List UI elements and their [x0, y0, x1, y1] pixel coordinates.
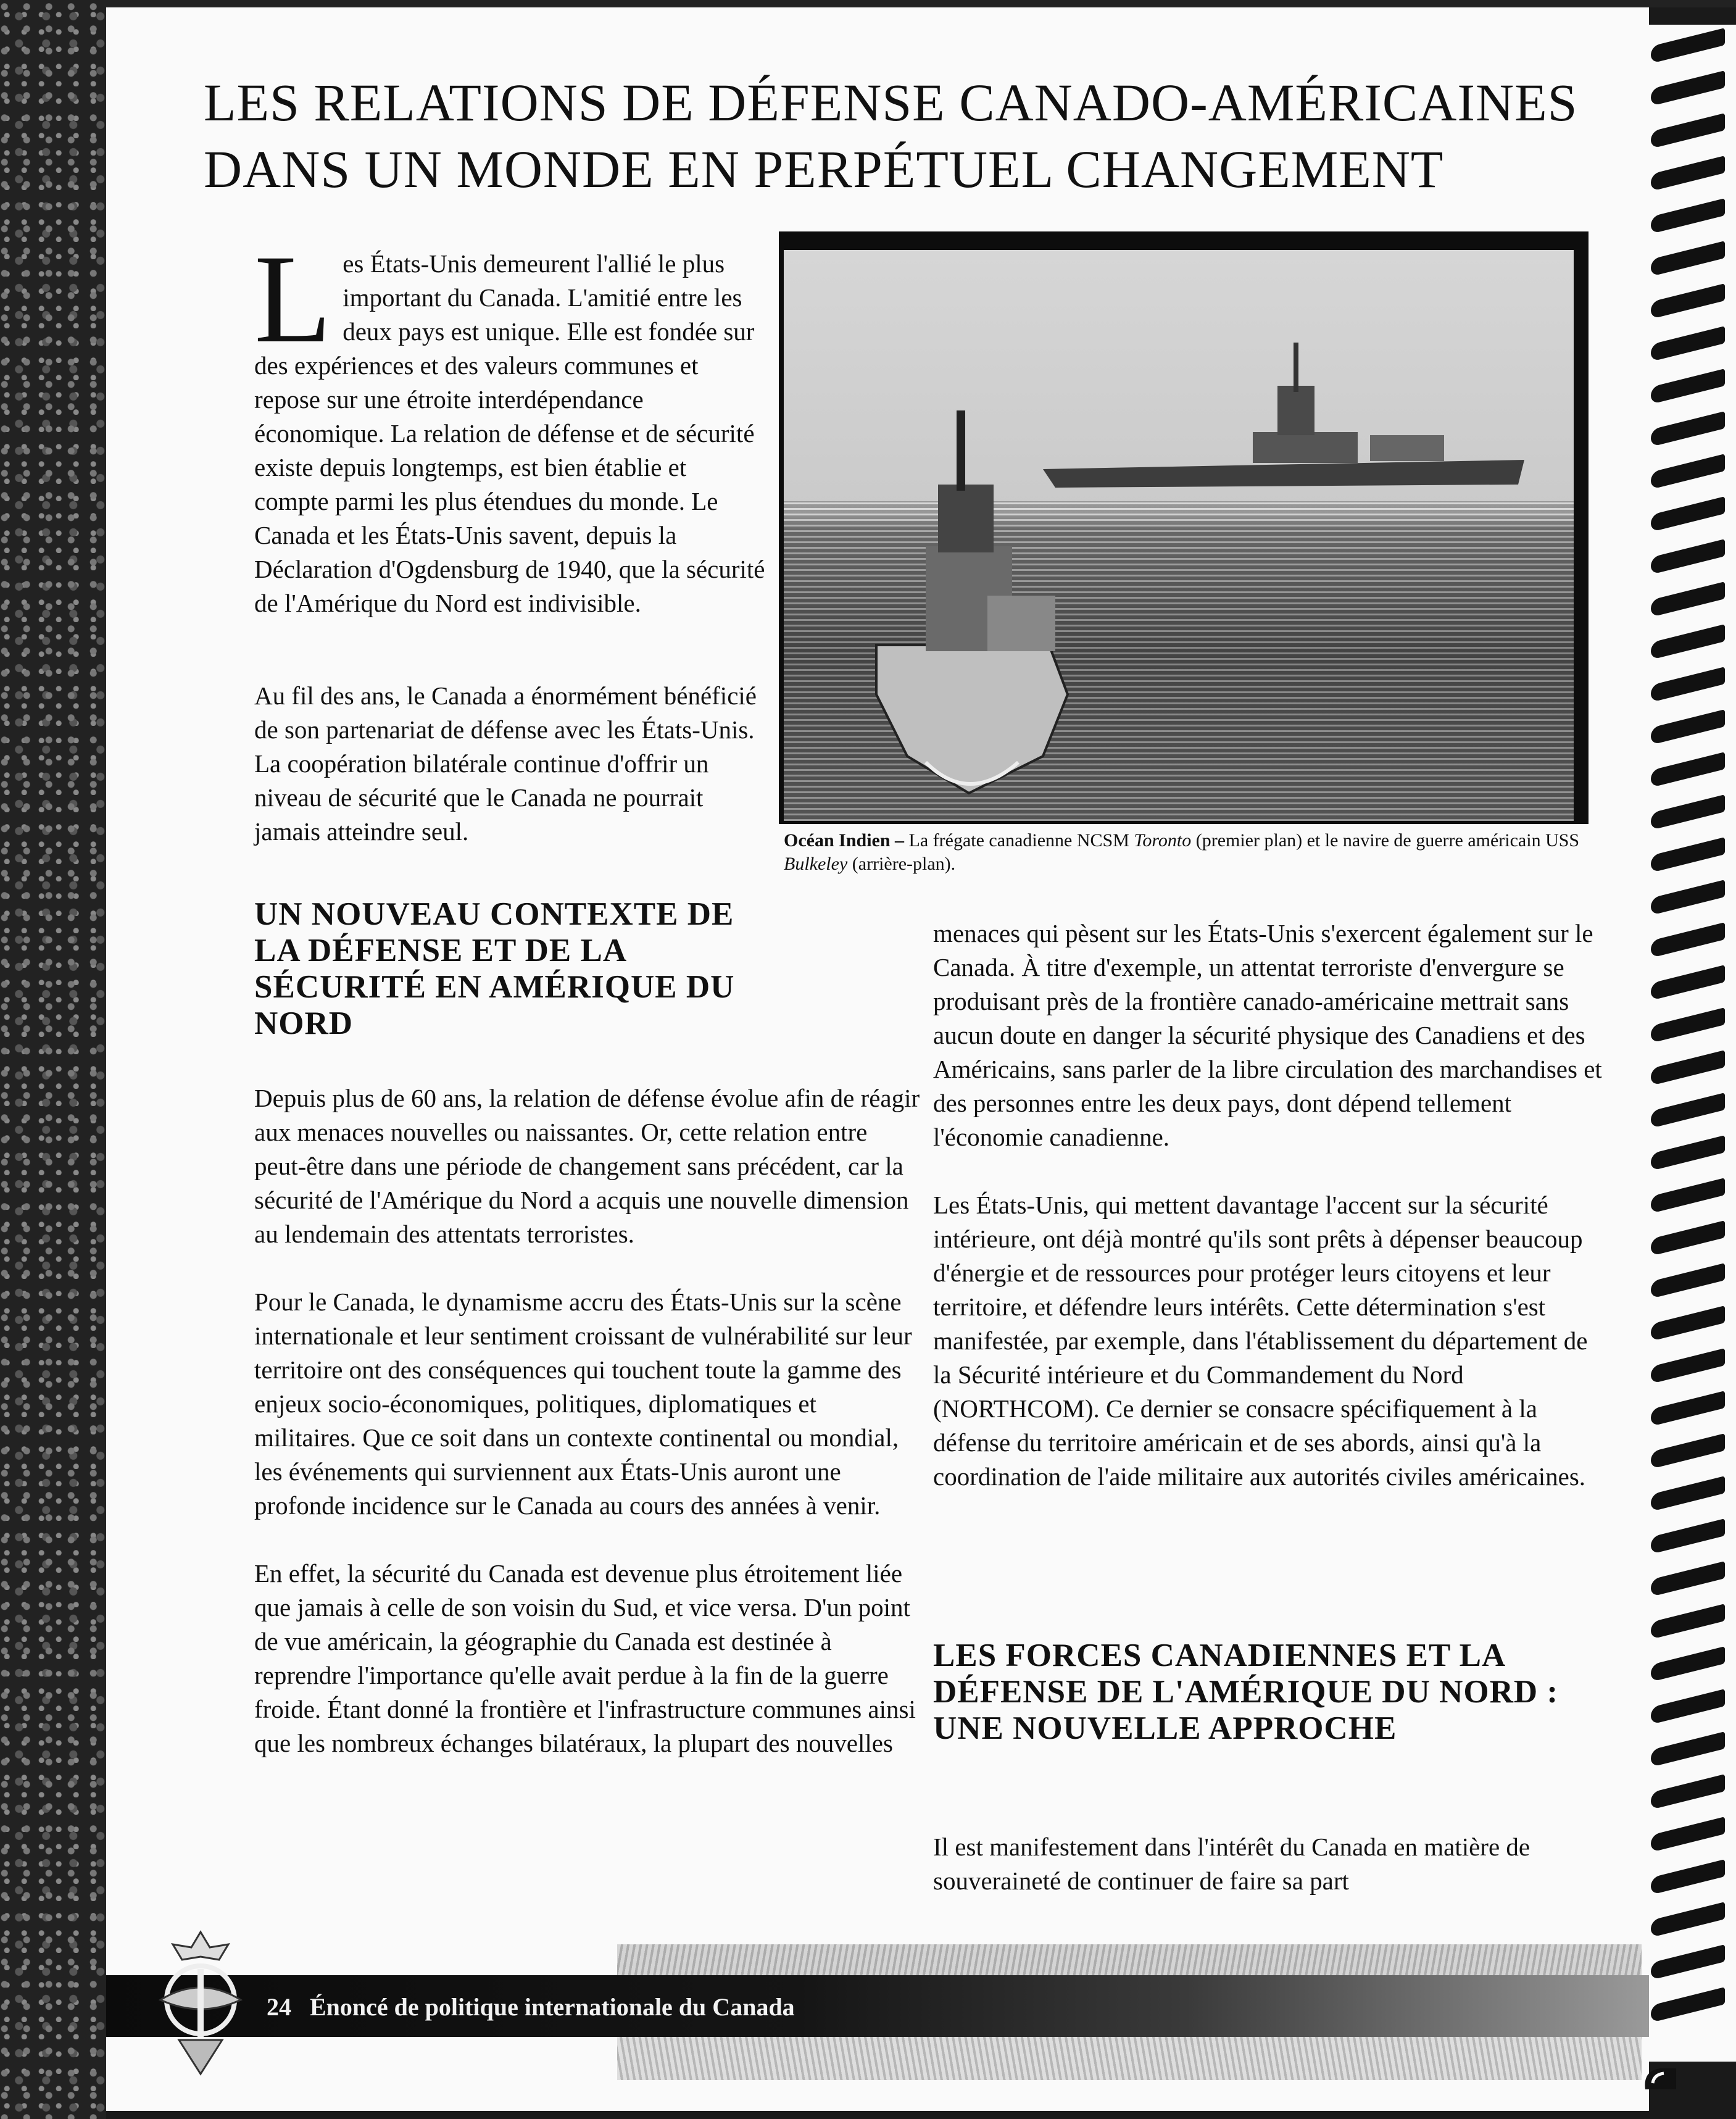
right-column — [933, 917, 1612, 1528]
spiral-ring — [1651, 1050, 1725, 1086]
spiral-ring — [1651, 1731, 1725, 1767]
section-2-heading: LES FORCES CANADIENNES ET LA DÉFENSE DE L'AMÉRIQUE DU NORD : UNE NOUVELLE APPROCHE — [933, 1638, 1559, 1746]
page-title-line-2: DANS UN MONDE EN PERPÉTUEL CHANGEMENT — [204, 139, 1444, 199]
spiral-ring — [1651, 113, 1725, 149]
spiral-ring — [1651, 1007, 1725, 1043]
section-1-paragraph-3-continued: menaces qui pèsent sur les États-Unis s'exercent également sur le Canada. À titre d'exemple, un attentat terroriste d'envergure se produisant près de la frontière canado-américaine mettrait sans aucun doute en danger la sécurité physique des Canadiens et des Américains, sans parler de la libre circulation des marchandises et des personnes entre les deux pays, dont dépend tellement l'économie canadienne. — [933, 919, 1602, 1151]
spiral-ring — [1651, 709, 1725, 745]
top-edge — [106, 0, 1736, 7]
page-title — [204, 69, 1623, 202]
spiral-ring — [1651, 28, 1725, 64]
spiral-ring — [1651, 1561, 1725, 1597]
ships-illustration — [784, 250, 1574, 821]
spiral-ring — [1651, 1093, 1725, 1128]
spiral-ring — [1651, 156, 1725, 191]
spiral-ring — [1651, 1433, 1725, 1469]
spiral-ring — [1651, 794, 1725, 830]
spiral-ring — [1651, 1689, 1725, 1725]
spiral-ring — [1651, 454, 1725, 489]
section-1-paragraph-3: En effet, la sécurité du Canada est devenue plus étroitement liée que jamais à celle de son voisin du Sud, et vice versa. D'un point de vue américain, la géographie du Canada est destinée à reprendre l'importance qu'elle avait perdue à la fin de la guerre froide. Étant donné la frontière et l'infrastructure communes ainsi que les nombreux échanges bilatéraux, la plupart des nouvelles — [254, 1559, 916, 1757]
spiral-ring — [1651, 667, 1725, 702]
spiral-ring — [1651, 1135, 1725, 1171]
caption-text-3: (arrière-plan). — [847, 854, 956, 874]
page-corner-icon — [1642, 2065, 1679, 2093]
caption-ship-2: Bulkeley — [784, 854, 848, 874]
caption-text-1: La frégate canadienne NCSM — [904, 830, 1134, 851]
canadian-forces-emblem-icon — [142, 1926, 259, 2080]
spiral-ring — [1651, 1220, 1725, 1256]
spiral-binding — [1645, 25, 1736, 2062]
footer-texture-bottom — [617, 2037, 1642, 2080]
spiral-ring — [1651, 1178, 1725, 1214]
spiral-ring — [1651, 1604, 1725, 1639]
spiral-ring — [1651, 326, 1725, 362]
spiral-ring — [1651, 965, 1725, 1001]
spiral-ring — [1651, 837, 1725, 873]
spiral-ring — [1651, 880, 1725, 915]
ships-photo — [784, 250, 1574, 821]
section-1-paragraph-4: Les États-Unis, qui mettent davantage l'accent sur la sécurité intérieure, ont déjà montré qu'ils sont prêts à dépenser beaucoup d'énergie et de ressources pour protéger leurs citoyens et leur territoire, et défendre leurs intérêts. Cette détermination s'est manifestée, par exemple, dans l'établissement du département de la Sécurité intérieure et du Commandement du Nord (NORTHCOM). Ce dernier se consacre spécifiquement à la défense du territoire américain et de ses abords, ainsi qu'à la coordination de l'aide militaire aux autorités civiles américaines. — [933, 1191, 1588, 1491]
section-1-paragraph-2: Pour le Canada, le dynamisme accru des États-Unis sur la scène internationale et leur sentiment croissant de vulnérabilité sur leur territoire ont des conséquences qui touchent toute la gamme des enjeux socio-économiques, politiques, diplomatiques et militaires. Que ce soit dans un contexte continental ou mondial, les événements qui surviennent aux États-Unis auront une profonde incidence sur le Canada au cours des années à venir. — [254, 1288, 912, 1520]
spiral-ring — [1651, 1902, 1725, 1938]
caption-text-2: (premier plan) et le navire de guerre américain USS — [1191, 830, 1580, 851]
intro-paragraph — [254, 229, 766, 620]
section-1-paragraph-1: Depuis plus de 60 ans, la relation de défense évolue afin de réagir aux menaces nouvelles ou naissantes. Or, cette relation entre peut-être dans une période de changement sans précédent, car la sécurité de l'Amérique du Nord a acquis une nouvelle dimension au lendemain des attentats terroristes. — [254, 1084, 920, 1248]
spiral-ring — [1651, 283, 1725, 319]
spiral-ring — [1651, 1391, 1725, 1426]
left-column — [254, 1081, 921, 1794]
spiral-ring — [1651, 1518, 1725, 1554]
spiral-ring — [1651, 581, 1725, 617]
spiral-ring — [1651, 1348, 1725, 1384]
spiral-ring — [1651, 496, 1725, 532]
section-2-paragraph-1: Il est manifestement dans l'intérêt du Canada en matière de souveraineté de continuer de faire sa part — [933, 1833, 1530, 1895]
spiral-ring — [1651, 1944, 1725, 1980]
intro-paragraph-text: es États-Unis demeurent l'allié le plus important du Canada. L'amitié entre les deux pays est unique. Elle est fondée sur des expériences et des valeurs communes et repose sur une étroite interdépendance économique. La relation de défense et de sécurité existe depuis longtemps, est bien établie et compte parmi les plus étendues du monde. Le Canada et les États-Unis savent, depuis la Déclaration d'Ogdensburg de 1940, que la sécurité de l'Amérique du Nord est indivisible. — [254, 249, 765, 617]
spiral-ring — [1651, 368, 1725, 404]
publication-title: Énoncé de politique internationale du Canada — [310, 1993, 795, 2021]
spiral-ring — [1651, 70, 1725, 106]
spiral-ring — [1651, 241, 1725, 277]
spiral-ring — [1651, 1774, 1725, 1810]
caption-ship-1: Toronto — [1134, 830, 1192, 851]
intro-paragraph-2: Au fil des ans, le Canada a énormément bénéficié de son partenariat de défense avec les États-Unis. La coopération bilatérale continue d'offrir un niveau de sécurité que le Canada ne pourrait jamais atteindre seul. — [254, 681, 757, 846]
photo-caption — [784, 829, 1586, 876]
spiral-ring — [1651, 752, 1725, 788]
spiral-ring — [1651, 198, 1725, 234]
section-1-heading: UN NOUVEAU CONTEXTE DE LA DÉFENSE ET DE LA SÉCURITÉ EN AMÉRIQUE DU NORD — [254, 896, 735, 1041]
footer-line — [267, 1989, 795, 2026]
spiral-ring — [1651, 1646, 1725, 1682]
spiral-ring — [1651, 1817, 1725, 1852]
caption-location: Océan Indien – — [784, 830, 905, 851]
spiral-ring — [1651, 922, 1725, 958]
spiral-ring — [1651, 411, 1725, 447]
spiral-ring — [1651, 624, 1725, 660]
spiral-ring — [1651, 539, 1725, 575]
drop-cap: L — [254, 229, 332, 369]
spiral-ring — [1651, 1859, 1725, 1895]
spiral-ring — [1651, 1305, 1725, 1341]
spiral-ring — [1651, 1263, 1725, 1299]
spiral-ring — [1651, 1476, 1725, 1512]
spiral-ring — [1651, 1987, 1725, 2023]
page-title-line-1: LES RELATIONS DE DÉFENSE CANADO-AMÉRICAINES — [204, 73, 1578, 132]
page-number: 24 — [267, 1993, 291, 2021]
footer-texture-top — [617, 1944, 1642, 1975]
binder-cover-texture — [0, 0, 106, 2119]
